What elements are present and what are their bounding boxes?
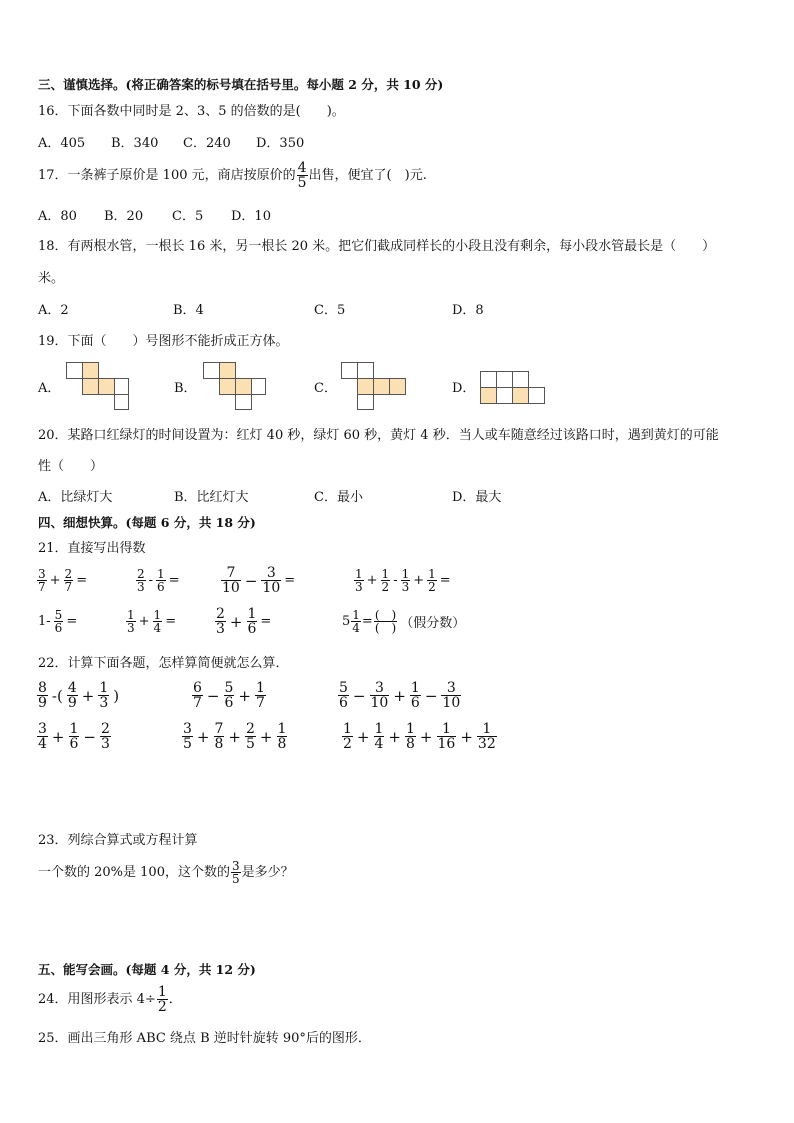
frac-den: 10 [262,580,281,596]
q17-suffix: 出售，便宜了( )元. [308,167,427,183]
frac-num: 1 [157,567,165,581]
q21-expr-6 [125,609,178,634]
cube-net-b [203,362,267,410]
q16-option-d: D．350 [256,136,305,151]
q16-text: 16．下面各数中同时是 2、3、5 的倍数的是( )。 [38,104,345,119]
frac-num: ( ) [374,608,397,622]
q22-expr-2 [191,681,267,710]
q16-option-c: C．240 [183,136,231,151]
q22-expr-5 [181,722,288,751]
operator: + [228,727,241,746]
q18-option-c: C．5 [314,303,346,318]
q19-label-c: C． [314,381,337,396]
q21-expr-4 [353,568,453,593]
frac-den: 5 [231,872,240,886]
operator: + [460,727,473,746]
frac-den: 32 [477,736,496,752]
frac-num: 2 [246,721,255,737]
frac-num: 3 [374,680,384,696]
prefix: 1- [38,614,51,629]
equals: = [165,614,177,629]
frac-den: 6 [339,695,348,711]
frac-num: 2 [137,567,145,581]
q17-fraction [297,161,308,190]
operator: + [413,573,425,588]
frac-num: 1 [441,721,451,737]
frac-num: 3 [38,567,46,581]
q24-line [38,985,182,1014]
frac-den: 3 [137,580,145,594]
frac-den: 9 [67,695,77,711]
operator: + [49,573,61,588]
q17-option-a: A．80 [38,209,77,224]
frac-num: 1 [157,984,167,1000]
frac-num: 1 [381,567,390,581]
operator: − [206,686,220,705]
q22-expr-6 [341,722,498,751]
q25-text: 25．画出三角形 ABC 绕点 B 逆时针旋转 90°后的图形． [38,1031,371,1046]
operator: -( [51,686,63,705]
cube-net-c [341,362,407,410]
operator: − [352,686,366,705]
frac-den: 3 [101,736,110,752]
equals: = [361,614,373,629]
frac-num: 2 [101,721,110,737]
frac-den: 10 [222,580,240,596]
frac-den: 9 [38,695,47,711]
frac-den: 3 [99,695,109,711]
section5-title: 五、能写会画。(每题 4 分，共 12 分) [38,962,256,977]
operator: + [51,727,65,746]
q20-option-c: C．最小 [314,490,363,505]
q20-line2: 性（ ） [38,459,104,474]
frac-num: 1 [482,721,492,737]
frac-num: 1 [406,721,415,737]
q21-expr-7 [214,607,273,636]
frac-den: 3 [401,580,410,594]
operator: + [393,686,406,705]
q21-expr-5 [36,609,79,634]
frac-num: 4 [67,680,77,696]
frac-den: 6 [54,621,63,635]
frac-den: 7 [38,580,46,594]
q24-suffix: ． [168,991,182,1007]
q17-prefix: 17．一条裤子原价是 100 元，商店按原价的 [38,167,296,183]
frac-den: 5 [183,736,192,752]
operator: + [388,727,401,746]
q17-option-d: D．10 [231,209,271,224]
frac-den: 2 [157,999,167,1015]
frac-den: 8 [277,736,287,752]
frac-den: 8 [214,736,224,752]
equals: = [439,573,451,588]
q21-expr-8 [342,609,467,634]
operator: + [196,727,210,746]
q17-line [38,161,427,190]
q19-text: 19．下面（ ）号图形不能折成正方体。 [38,334,289,349]
frac-num: 1 [256,680,265,696]
q23-prefix: 一个数的 20%是 100，这个数的 [38,864,230,880]
frac-den: ( ) [374,621,397,635]
q21-expr-2 [135,568,182,593]
frac-num: 3 [183,721,192,737]
frac-num: 5 [339,680,348,696]
operator: - [148,573,154,588]
frac-den: 5 [246,736,255,752]
note: （假分数） [400,616,466,631]
paren-close: ) [113,686,120,705]
mixed-whole: 5 [342,614,351,629]
equals: = [168,573,180,588]
frac-den: 4 [38,736,47,752]
q19-label-d: D． [452,381,476,396]
frac-num: 6 [193,680,202,696]
q17-option-b: B．20 [104,209,144,224]
q18-line2: 米。 [38,271,65,286]
frac-den: 16 [437,736,456,752]
section3-title: 三、谨慎选择。(将正确答案的标号填在括号里。每小题 2 分，共 10 分) [38,77,444,92]
frac-num: 3 [266,565,276,581]
frac-den: 7 [64,580,73,594]
frac-den: 2 [381,580,390,594]
operator: + [366,573,378,588]
frac-num: 1 [428,567,436,581]
q17-frac-denominator: 5 [297,175,307,191]
q20-option-a: A．比绿灯大 [38,490,113,505]
frac-num: 7 [226,565,236,581]
operator: + [259,727,273,746]
frac-den: 6 [224,695,234,711]
frac-num: 3 [446,680,456,696]
frac-num: 8 [38,680,47,696]
frac-num: 1 [247,606,257,622]
equals: = [76,573,88,588]
q21-expr-1 [36,568,89,593]
operator: − [424,686,438,705]
q16-option-a: A．405 [38,136,86,151]
frac-num: 7 [214,721,224,737]
q21-expr-3 [220,566,297,595]
q20-line1: 20．某路口红绿灯的时间设置为：红灯 40 秒，绿灯 60 秒，黄灯 4 秒．当人或车随意经过该路口时，遇到黄灯的可能 [38,428,719,443]
operator: + [356,727,370,746]
operator: - [393,573,398,588]
q18-option-b: B．4 [173,303,204,318]
frac-den: 4 [374,736,384,752]
q23-text: 23．列综合算式或方程计算 [38,833,198,848]
frac-den: 2 [343,736,352,752]
equals: = [260,614,272,629]
q17-frac-numerator: 4 [297,160,307,176]
frac-num: 1 [410,680,420,696]
q16-option-b: B．340 [111,136,159,151]
q22-text: 22．计算下面各题，怎样算简便就怎么算． [38,656,289,671]
frac-num: 2 [64,567,73,581]
frac-num: 3 [231,859,240,873]
frac-den: 8 [406,736,415,752]
q20-option-b: B．比红灯大 [174,490,249,505]
q23-suffix: 是多少？ [241,864,294,880]
frac-num: 1 [374,721,384,737]
q18-line1: 18．有两根水管，一根长 16 米，另一根长 20 米。把它们截成同样长的小段且没有剩余，每小段水管最长是（ ） [38,239,716,254]
frac-den: 3 [355,580,363,594]
frac-num: 5 [54,608,63,622]
frac-den: 4 [153,621,162,635]
q22-expr-1 [36,681,122,710]
frac-den: 4 [352,621,360,635]
frac-den: 2 [428,580,436,594]
q23-line [38,860,294,885]
frac-num: 1 [153,608,162,622]
frac-num: 1 [401,567,410,581]
frac-den: 7 [193,695,202,711]
frac-num: 3 [38,721,47,737]
frac-den: 6 [410,695,420,711]
frac-den: 10 [442,695,461,711]
operator: + [81,686,95,705]
section4-title: 四、细想快算。(每题 6 分，共 18 分) [38,515,256,530]
q17-option-c: C．5 [172,209,204,224]
q22-expr-4 [36,722,112,751]
frac-num: 1 [277,721,287,737]
equals: = [284,573,296,588]
operator: + [238,686,251,705]
frac-num: 1 [343,721,352,737]
frac-num: 1 [127,608,135,622]
frac-den: 6 [69,736,79,752]
operator: + [138,614,150,629]
operator: − [83,727,96,746]
operator: − [244,571,258,590]
frac-num: 1 [99,680,109,696]
cube-net-d [480,371,546,405]
frac-den: 7 [256,695,265,711]
q20-option-d: D．最大 [452,490,502,505]
cube-net-a [66,362,130,410]
operator: + [419,727,433,746]
operator: + [229,612,243,631]
frac-den: 3 [216,621,225,637]
frac-den: 6 [157,580,165,594]
equals: = [66,614,78,629]
q21-text: 21．直接写出得数 [38,541,146,556]
q22-expr-3 [337,681,462,710]
frac-den: 3 [127,621,135,635]
q19-label-a: A． [38,381,61,396]
frac-num: 1 [69,721,79,737]
q19-label-b: B． [174,381,197,396]
q24-prefix: 24．用图形表示 4÷ [38,991,156,1007]
frac-num: 2 [216,606,225,622]
frac-num: 1 [352,608,360,622]
frac-num: 1 [355,567,363,581]
frac-den: 6 [247,621,257,637]
frac-den: 10 [370,695,389,711]
q18-option-d: D．8 [452,303,484,318]
frac-num: 5 [224,680,234,696]
q18-option-a: A．2 [38,303,69,318]
